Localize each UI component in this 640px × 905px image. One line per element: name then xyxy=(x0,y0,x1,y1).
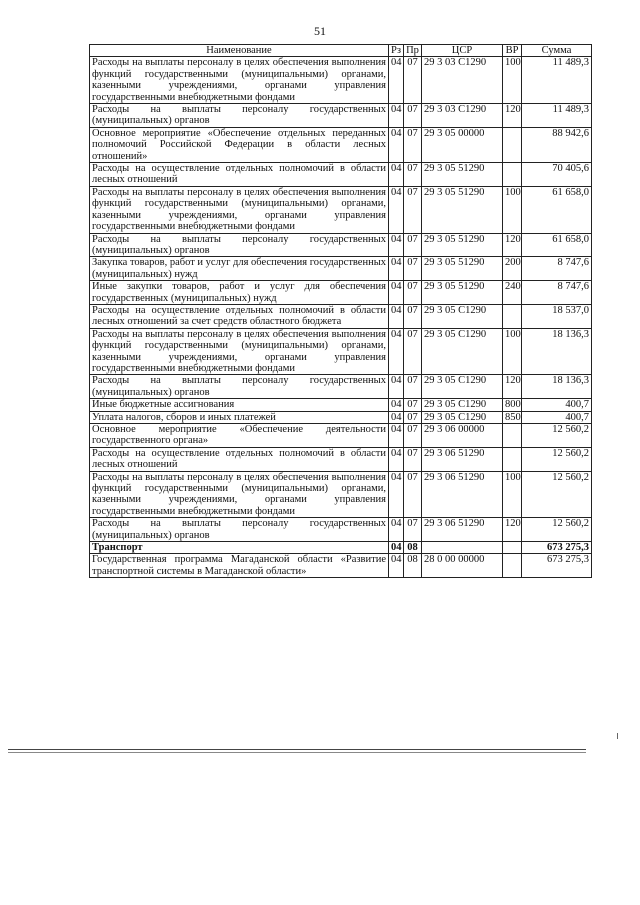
row-sum: 11 489,3 xyxy=(522,104,592,128)
row-pr: 08 xyxy=(404,542,422,554)
row-sum: 18 537,0 xyxy=(522,304,592,328)
table-row xyxy=(90,281,592,305)
row-sum: 8 747,6 xyxy=(522,257,592,281)
row-rz: 04 xyxy=(389,518,404,542)
table-row xyxy=(90,542,592,554)
row-rz: 04 xyxy=(389,233,404,257)
row-pr: 07 xyxy=(404,57,422,104)
row-csr: 29 3 05 С1290 xyxy=(422,328,503,375)
table-row xyxy=(90,554,592,578)
row-name: Основное мероприятие «Обеспечение отдельных переданных полномочий Российской Федерации в области лесных отношений» xyxy=(90,127,389,162)
row-csr: 29 3 03 С1290 xyxy=(422,104,503,128)
row-csr: 29 3 05 С1290 xyxy=(422,411,503,423)
table-row xyxy=(90,233,592,257)
row-name: Государственная программа Магаданской области «Развитие транспортной системы в Магаданской области» xyxy=(90,554,389,578)
row-pr: 07 xyxy=(404,257,422,281)
table-row xyxy=(90,471,592,518)
row-rz: 04 xyxy=(389,542,404,554)
row-vr: 100 xyxy=(503,471,522,518)
row-sum: 12 560,2 xyxy=(522,518,592,542)
row-name: Расходы на выплаты персоналу в целях обеспечения выполнения функций государственными (муниципальными) органами, казенными учреждениями, органами управления государственными внебюджетными фондами xyxy=(90,57,389,104)
row-csr: 29 3 03 С1290 xyxy=(422,57,503,104)
row-rz: 04 xyxy=(389,257,404,281)
row-csr: 29 3 05 51290 xyxy=(422,163,503,187)
row-sum: 12 560,2 xyxy=(522,471,592,518)
row-vr: 800 xyxy=(503,399,522,411)
row-name: Закупка товаров, работ и услуг для обеспечения государственных (муниципальных) нужд xyxy=(90,257,389,281)
row-pr: 07 xyxy=(404,127,422,162)
header-rz: Рз xyxy=(389,45,404,57)
row-vr xyxy=(503,554,522,578)
row-name: Уплата налогов, сборов и иных платежей xyxy=(90,411,389,423)
row-name: Расходы на выплаты персоналу в целях обеспечения выполнения функций государственными (муниципальными) органами, казенными учреждениями, органами управления государственными внебюджетными фондами xyxy=(90,186,389,233)
row-pr: 07 xyxy=(404,411,422,423)
row-sum: 11 489,3 xyxy=(522,57,592,104)
margin-mark xyxy=(617,733,618,739)
row-rz: 04 xyxy=(389,447,404,471)
page-number: 51 xyxy=(314,24,326,38)
row-pr: 08 xyxy=(404,554,422,578)
row-name: Расходы на выплаты персоналу государственных (муниципальных) органов xyxy=(90,104,389,128)
row-vr: 200 xyxy=(503,257,522,281)
row-csr: 29 3 05 С1290 xyxy=(422,304,503,328)
row-pr: 07 xyxy=(404,447,422,471)
row-csr: 29 3 05 51290 xyxy=(422,257,503,281)
row-csr: 29 3 05 С1290 xyxy=(422,375,503,399)
row-csr: 29 3 05 С1290 xyxy=(422,399,503,411)
row-csr: 29 3 06 00000 xyxy=(422,424,503,448)
row-sum: 673 275,3 xyxy=(522,542,592,554)
table-row xyxy=(90,127,592,162)
row-name: Расходы на выплаты персоналу государственных (муниципальных) органов xyxy=(90,375,389,399)
row-sum: 8 747,6 xyxy=(522,281,592,305)
row-name: Иные бюджетные ассигнования xyxy=(90,399,389,411)
row-rz: 04 xyxy=(389,163,404,187)
table-row xyxy=(90,104,592,128)
row-vr xyxy=(503,424,522,448)
row-sum: 61 658,0 xyxy=(522,186,592,233)
row-csr: 29 3 06 51290 xyxy=(422,471,503,518)
header-sum: Сумма xyxy=(522,45,592,57)
row-sum: 400,7 xyxy=(522,399,592,411)
header-pr: Пр xyxy=(404,45,422,57)
header-name: Наименование xyxy=(90,45,389,57)
row-rz: 04 xyxy=(389,127,404,162)
row-name: Транспорт xyxy=(90,542,389,554)
table-body xyxy=(90,57,592,578)
table-row xyxy=(90,57,592,104)
row-pr: 07 xyxy=(404,104,422,128)
row-pr: 07 xyxy=(404,304,422,328)
row-vr xyxy=(503,163,522,187)
row-sum: 673 275,3 xyxy=(522,554,592,578)
table-row xyxy=(90,375,592,399)
row-sum: 400,7 xyxy=(522,411,592,423)
row-pr: 07 xyxy=(404,281,422,305)
table-row xyxy=(90,399,592,411)
row-name: Расходы на выплаты персоналу государственных (муниципальных) органов xyxy=(90,518,389,542)
row-pr: 07 xyxy=(404,518,422,542)
row-vr: 240 xyxy=(503,281,522,305)
row-sum: 88 942,6 xyxy=(522,127,592,162)
row-csr: 29 3 05 51290 xyxy=(422,186,503,233)
row-vr: 120 xyxy=(503,233,522,257)
row-pr: 07 xyxy=(404,163,422,187)
row-csr: 29 3 05 51290 xyxy=(422,233,503,257)
footer-divider-secondary xyxy=(8,752,586,753)
row-rz: 04 xyxy=(389,186,404,233)
table-row xyxy=(90,257,592,281)
row-csr: 28 0 00 00000 xyxy=(422,554,503,578)
table-row xyxy=(90,328,592,375)
row-name: Основное мероприятие «Обеспечение деятельности государственного органа» xyxy=(90,424,389,448)
row-pr: 07 xyxy=(404,375,422,399)
row-name: Расходы на выплаты персоналу государственных (муниципальных) органов xyxy=(90,233,389,257)
row-rz: 04 xyxy=(389,57,404,104)
row-sum: 12 560,2 xyxy=(522,424,592,448)
row-rz: 04 xyxy=(389,411,404,423)
table-row xyxy=(90,304,592,328)
table-row xyxy=(90,163,592,187)
table-row xyxy=(90,186,592,233)
table-header-row xyxy=(90,45,592,57)
row-sum: 61 658,0 xyxy=(522,233,592,257)
row-sum: 18 136,3 xyxy=(522,375,592,399)
row-sum: 70 405,6 xyxy=(522,163,592,187)
table-row xyxy=(90,424,592,448)
row-vr xyxy=(503,447,522,471)
row-rz: 04 xyxy=(389,424,404,448)
row-name: Расходы на выплаты персоналу в целях обеспечения выполнения функций государственными (муниципальными) органами, казенными учреждениями, органами управления государственными внебюджетными фондами xyxy=(90,471,389,518)
footer-divider xyxy=(8,749,586,750)
row-vr: 850 xyxy=(503,411,522,423)
row-vr: 120 xyxy=(503,104,522,128)
row-rz: 04 xyxy=(389,104,404,128)
row-vr xyxy=(503,304,522,328)
row-vr: 100 xyxy=(503,57,522,104)
row-name: Расходы на осуществление отдельных полномочий в области лесных отношений за счет средств областного бюджета xyxy=(90,304,389,328)
row-name: Расходы на выплаты персоналу в целях обеспечения выполнения функций государственными (муниципальными) органами, казенными учреждениями, органами управления государственными внебюджетными фондами xyxy=(90,328,389,375)
header-csr: ЦСР xyxy=(422,45,503,57)
row-rz: 04 xyxy=(389,328,404,375)
row-pr: 07 xyxy=(404,233,422,257)
row-pr: 07 xyxy=(404,399,422,411)
table-row xyxy=(90,518,592,542)
row-pr: 07 xyxy=(404,328,422,375)
row-rz: 04 xyxy=(389,471,404,518)
row-csr: 29 3 06 51290 xyxy=(422,518,503,542)
budget-table xyxy=(89,44,592,578)
row-pr: 07 xyxy=(404,424,422,448)
table-row xyxy=(90,447,592,471)
row-rz: 04 xyxy=(389,281,404,305)
row-rz: 04 xyxy=(389,554,404,578)
row-csr: 29 3 05 51290 xyxy=(422,281,503,305)
row-pr: 07 xyxy=(404,471,422,518)
row-name: Иные закупки товаров, работ и услуг для обеспечения государственных (муниципальных) нужд xyxy=(90,281,389,305)
header-vr: ВР xyxy=(503,45,522,57)
table-row xyxy=(90,411,592,423)
row-vr: 120 xyxy=(503,518,522,542)
row-rz: 04 xyxy=(389,304,404,328)
row-vr xyxy=(503,542,522,554)
row-csr: 29 3 06 51290 xyxy=(422,447,503,471)
row-name: Расходы на осуществление отдельных полномочий в области лесных отношений xyxy=(90,163,389,187)
row-csr xyxy=(422,542,503,554)
row-rz: 04 xyxy=(389,399,404,411)
row-vr: 100 xyxy=(503,186,522,233)
row-vr: 100 xyxy=(503,328,522,375)
row-vr: 120 xyxy=(503,375,522,399)
row-csr: 29 3 05 00000 xyxy=(422,127,503,162)
row-name: Расходы на осуществление отдельных полномочий в области лесных отношений xyxy=(90,447,389,471)
row-sum: 12 560,2 xyxy=(522,447,592,471)
row-pr: 07 xyxy=(404,186,422,233)
row-sum: 18 136,3 xyxy=(522,328,592,375)
row-vr xyxy=(503,127,522,162)
row-rz: 04 xyxy=(389,375,404,399)
